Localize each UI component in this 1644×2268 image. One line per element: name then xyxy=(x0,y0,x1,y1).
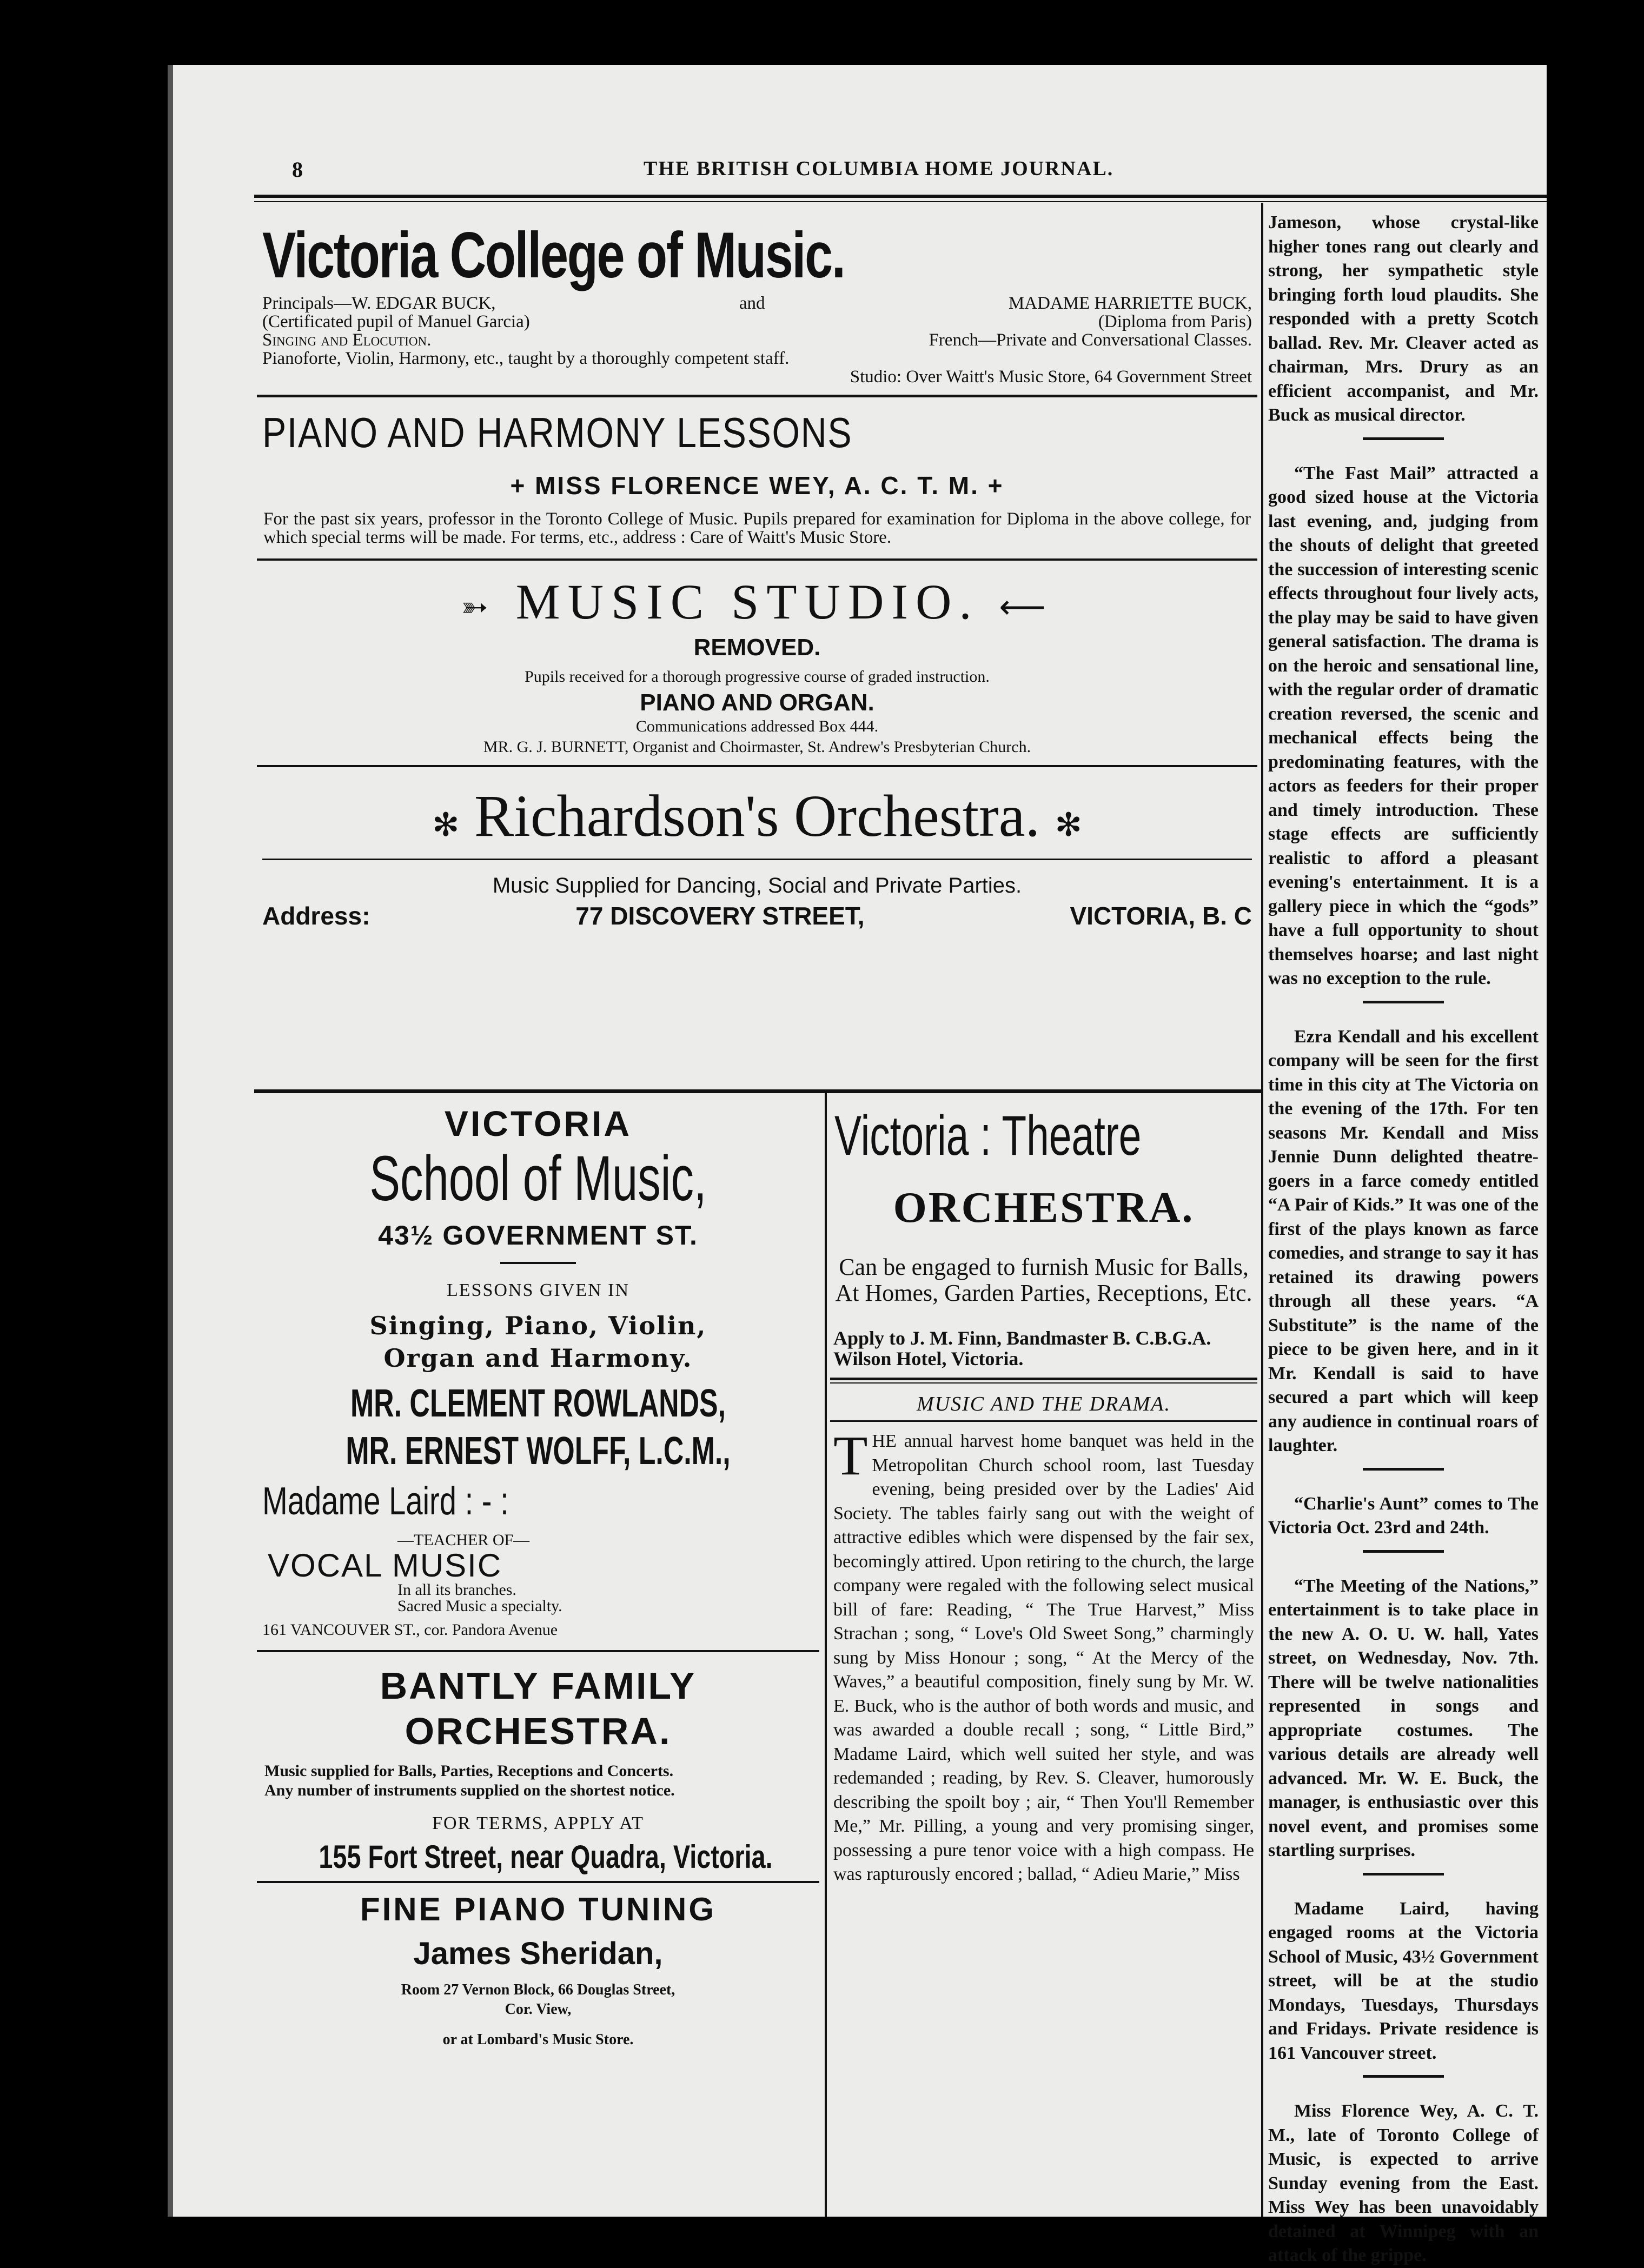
newspaper-page xyxy=(168,65,1547,2265)
tuning-room2: Cor. View, xyxy=(505,2000,572,2018)
piano-teacher: + MISS FLORENCE WEY, A. C. T. M. + xyxy=(510,471,1004,500)
rule xyxy=(257,1881,819,1883)
school-lessons: LESSONS GIVEN IN xyxy=(447,1280,629,1300)
college-line4-row xyxy=(257,349,1257,368)
theatre-engaged: Can be engaged to furnish Music for Balls, At Homes, Garden Parties, Receptions, Etc. xyxy=(835,1254,1252,1306)
rule xyxy=(830,1378,1257,1380)
school-teacher-1: MR. CLEMENT ROWLANDS, xyxy=(350,1381,726,1425)
school-line2: School of Music, xyxy=(369,1143,707,1214)
tuning-name: James Sheridan, xyxy=(413,1936,663,1971)
studio-removed: REMOVED. xyxy=(693,634,821,661)
college-principals xyxy=(257,294,1257,312)
bantly-address: 155 Fort Street, near Quadra, Victoria. xyxy=(319,1838,773,1875)
richardson-city: VICTORIA, B. C xyxy=(1070,902,1252,930)
header-rule-thin xyxy=(254,201,1547,202)
college-subject-2: French—Private and Conversational Classes. xyxy=(929,330,1252,350)
richardson-title-row xyxy=(257,783,1257,849)
article-heading: MUSIC AND THE DRAMA. xyxy=(917,1393,1171,1415)
piano-text: For the past six years, professor in the Toronto College of Music. Pupils prepared for examination for Diploma in the above college, for which special terms will be made. For terms, etc., address : Care of Waitt's Music Store. xyxy=(263,509,1251,547)
vocal-sub-2: Sacred Music a specialty. xyxy=(397,1597,562,1615)
column-rule-right xyxy=(1261,203,1263,2217)
college-principal-2: MADAME HARRIETTE BUCK, xyxy=(1008,294,1252,313)
asterisk-icon: ✻ xyxy=(1055,807,1082,843)
right-column xyxy=(1268,211,1539,2265)
left-ornament-icon: ➳ xyxy=(461,589,496,625)
college-studio: Studio: Over Waitt's Music Store, 64 Government Street xyxy=(850,367,1252,387)
article-continued xyxy=(1268,211,1539,2268)
music-studio-ad xyxy=(257,574,1257,757)
rule xyxy=(830,1420,1257,1422)
college-and: and xyxy=(739,294,765,313)
ads-top xyxy=(257,211,1257,1092)
school-subjects-2: Organ and Harmony. xyxy=(383,1343,693,1373)
teacher-of: —TEACHER OF— xyxy=(397,1531,530,1549)
college-ad xyxy=(257,216,1257,386)
bantly-text2: Any number of instruments supplied on the shortest notice. xyxy=(264,1781,675,1799)
theatre-ad xyxy=(830,1104,1257,1369)
rule xyxy=(257,765,1257,767)
studio-heading xyxy=(257,574,1257,629)
studio-line1: Pupils received for a thorough progressive course of graded instruction. xyxy=(525,668,990,686)
bantly-text1: Music supplied for Balls, Parties, Receptions and Concerts. xyxy=(264,1761,674,1780)
college-principal-1: Principals—W. EDGAR BUCK, xyxy=(262,294,496,313)
rule xyxy=(262,859,1252,860)
bantly-line1: BANTLY FAMILY xyxy=(380,1664,697,1707)
college-credential-2: (Diploma from Paris) xyxy=(1098,312,1252,331)
separator xyxy=(1363,1001,1444,1003)
rule xyxy=(257,558,1257,561)
ads-bottom-left xyxy=(257,1092,819,2206)
rule xyxy=(257,395,1257,397)
school-ad xyxy=(257,1103,819,1639)
rule xyxy=(830,1382,1257,1384)
college-credential-1: (Certificated pupil of Manuel Garcia) xyxy=(262,312,530,331)
school-line1: VICTORIA xyxy=(444,1103,632,1143)
richardson-address-row xyxy=(257,901,1257,930)
article-r4: “Charlie's Aunt” comes to The Victoria Oct. 23rd and 24th. xyxy=(1268,1493,1539,1538)
theatre-title: Victoria : Theatre xyxy=(834,1105,1142,1167)
college-line5-row xyxy=(257,368,1257,386)
studio-line3: MR. G. J. BURNETT, Organist and Choirmaster, St. Andrew's Presbyterian Church. xyxy=(483,738,1031,756)
school-teacher-2: MR. ERNEST WOLFF, L.C.M., xyxy=(346,1429,731,1473)
rule xyxy=(500,1262,576,1264)
article-r3: Ezra Kendall and his excellent company will be seen for the first time in this city at The Victoria on the evening of the 17th. For ten seasons Mr. Kendall and Miss Jennie Dunn delighted theatre-goers in a farce comedy entitled “A Pair of Kids.” It was one of the first of the plays known as farce comedies, and strange to say it has retained its drawing powers through all these years. “A Substitute” is the name of the piece to be given here, and in it Mr. Kendall is said to have secured a part which will keep any audience in continual roars of laughter. xyxy=(1268,1026,1539,1455)
vocal-address: 161 VANCOUVER ST., cor. Pandora Avenue xyxy=(262,1620,558,1639)
tuning-room1: Room 27 Vernon Block, 66 Douglas Street, xyxy=(401,1981,675,1998)
separator xyxy=(1363,2075,1444,2078)
article-r7: Miss Florence Wey, A. C. T. M., late of Toronto College of Music, is expected to arrive Sunday evening from the East. Miss Wey has been unavoidably detained at Winnipeg with an attack of the grippe. xyxy=(1268,2101,1539,2265)
studio-piano-organ: PIANO AND ORGAN. xyxy=(640,689,874,716)
article-paragraph-1: HE annual harvest home banquet was held in the Metropolitan Church school room, last Tuesday evening, being presided over by the Ladies' Aid Society. The tables fairly sang out with the weight of attractive edibles which were dispensed by the fair sex, becomingly attired. Upon retiring to the church, the large company were regaled with the following select musical bill of fare: Reading, “ The True Harvest,” Miss Strachan ; song, “ Love's Old Sweet Song,” charmingly sung by Miss Honour ; song, “ At the Mercy of the Waves,” a beautiful composition, finely sung by Mr. W. E. Buck, who is the author of both words and music, and was awarded a double recall ; song, “ Little Bird,” Madame Laird, which well suited her style, and was redemanded ; reading, by Rev. S. Cleaver, humorously describing the spoilt boy ; air, “ Then You'll Remember Me,” Mr. Pilling, a young and very promising singer, possessing a pure tenor voice with a high compass. He was rapturously encored ; ballad, “ Adieu Marie,” Miss xyxy=(833,1431,1254,1884)
richardson-title: Richardson's Orchestra. xyxy=(474,783,1040,849)
piano-lessons-ad xyxy=(257,408,1257,547)
article-r5: “The Meeting of the Nations,” entertainment is to take place in the new A. O. U. W. hall, Yates street, on Wednesday, Nov. 7th. There will be twelve nationalities represented in songs and appropriate costumes. The various details are already well advanced. Mr. W. E. Buck, the manager, is enthusiastic over this novel event, and promises some startling surprises. xyxy=(1268,1575,1539,1860)
richardson-line1: Music Supplied for Dancing, Social and Private Parties. xyxy=(492,874,1022,897)
separator xyxy=(1363,1550,1444,1553)
vocal-sub-1: In all its branches. xyxy=(397,1580,516,1599)
article-r1: Jameson, whose crystal-like higher tones rang out clearly and strong, her sympathetic style bringing forth loud plaudits. She responded with a pretty Scotch ballad. Rev. Mr. Cleaver acted as chairman, Mrs. Drury as an efficient accompanist, and Mr. Buck as musical director. xyxy=(1268,212,1539,425)
school-subjects-1: Singing, Piano, Violin, xyxy=(369,1311,707,1340)
separator xyxy=(1363,1468,1444,1471)
theatre-orchestra: ORCHESTRA. xyxy=(893,1184,1195,1232)
college-title: Victoria College of Music. xyxy=(262,219,845,291)
studio-line2: Communications addressed Box 444. xyxy=(635,717,879,735)
separator xyxy=(1363,437,1444,440)
college-credentials xyxy=(257,312,1257,331)
studio-heading-text: MUSIC STUDIO. xyxy=(515,574,979,629)
bantly-ad xyxy=(257,1663,819,1875)
separator xyxy=(1363,1873,1444,1875)
bantly-line2: ORCHESTRA. xyxy=(405,1710,672,1752)
richardson-address-label: Address: xyxy=(262,902,370,930)
header-rule xyxy=(254,195,1547,198)
drop-cap: T xyxy=(833,1425,868,1487)
tuning-heading: FINE PIANO TUNING xyxy=(360,1891,716,1927)
journal-title: THE BRITISH COLUMBIA HOME JOURNAL. xyxy=(644,157,1114,180)
school-address: 43½ GOVERNMENT ST. xyxy=(378,1220,698,1251)
bantly-terms: FOR TERMS, APPLY AT xyxy=(432,1813,644,1833)
page-header xyxy=(173,157,1547,200)
right-ornament-icon: ⟵ xyxy=(999,589,1053,625)
column-rule-middle xyxy=(825,1092,827,2217)
tuning-ad xyxy=(257,1891,819,2050)
middle-column xyxy=(830,1092,1257,2206)
page-number: 8 xyxy=(292,157,303,182)
tuning-room3: or at Lombard's Music Store. xyxy=(442,2031,634,2048)
college-subjects xyxy=(257,331,1257,349)
rule xyxy=(257,1650,819,1652)
article-r6: Madame Laird, having engaged rooms at the Victoria School of Music, 43½ Government street, will be at the studio Mondays, Tuesdays, Thursdays and Fridays. Private residence is 161 Vancouver street. xyxy=(1268,1898,1539,2063)
college-subject-1: Singing and Elocution. xyxy=(262,330,432,350)
college-line4: Pianoforte, Violin, Harmony, etc., taught by a thoroughly competent staff. xyxy=(262,349,790,368)
article-r2: “The Fast Mail” attracted a good sized house at the Victoria last evening, and, judging from the shouts of delight that greeted the succession of interesting scenic effects throughout four lively acts, the play may be said to have given general satisfaction. The drama is on the heroic and sensational line, with the regular order of dramatic creation reversed, the scenic and mechanical effects being the predominating features, with the actors as feeders for their proper and timely introduction. These stage effects are sufficiently realistic to afford a pleasant evening's entertainment. It is a gallery piece in which the “gods” have a full opportunity to shout themselves hoarse; and last night was no exception to the rule. xyxy=(1268,463,1539,988)
vocal-music: VOCAL MUSIC xyxy=(268,1547,502,1584)
richardson-address: 77 DISCOVERY STREET, xyxy=(575,902,865,930)
article-body-1 xyxy=(830,1425,1257,1887)
piano-heading: PIANO AND HARMONY LESSONS xyxy=(262,409,853,456)
theatre-apply: Apply to J. M. Finn, Bandmaster B. C.B.G.A. Wilson Hotel, Victoria. xyxy=(833,1327,1211,1369)
richardson-ad xyxy=(257,783,1257,930)
asterisk-icon: ✻ xyxy=(432,807,460,843)
laird-line: Madame Laird : - : xyxy=(262,1479,509,1523)
